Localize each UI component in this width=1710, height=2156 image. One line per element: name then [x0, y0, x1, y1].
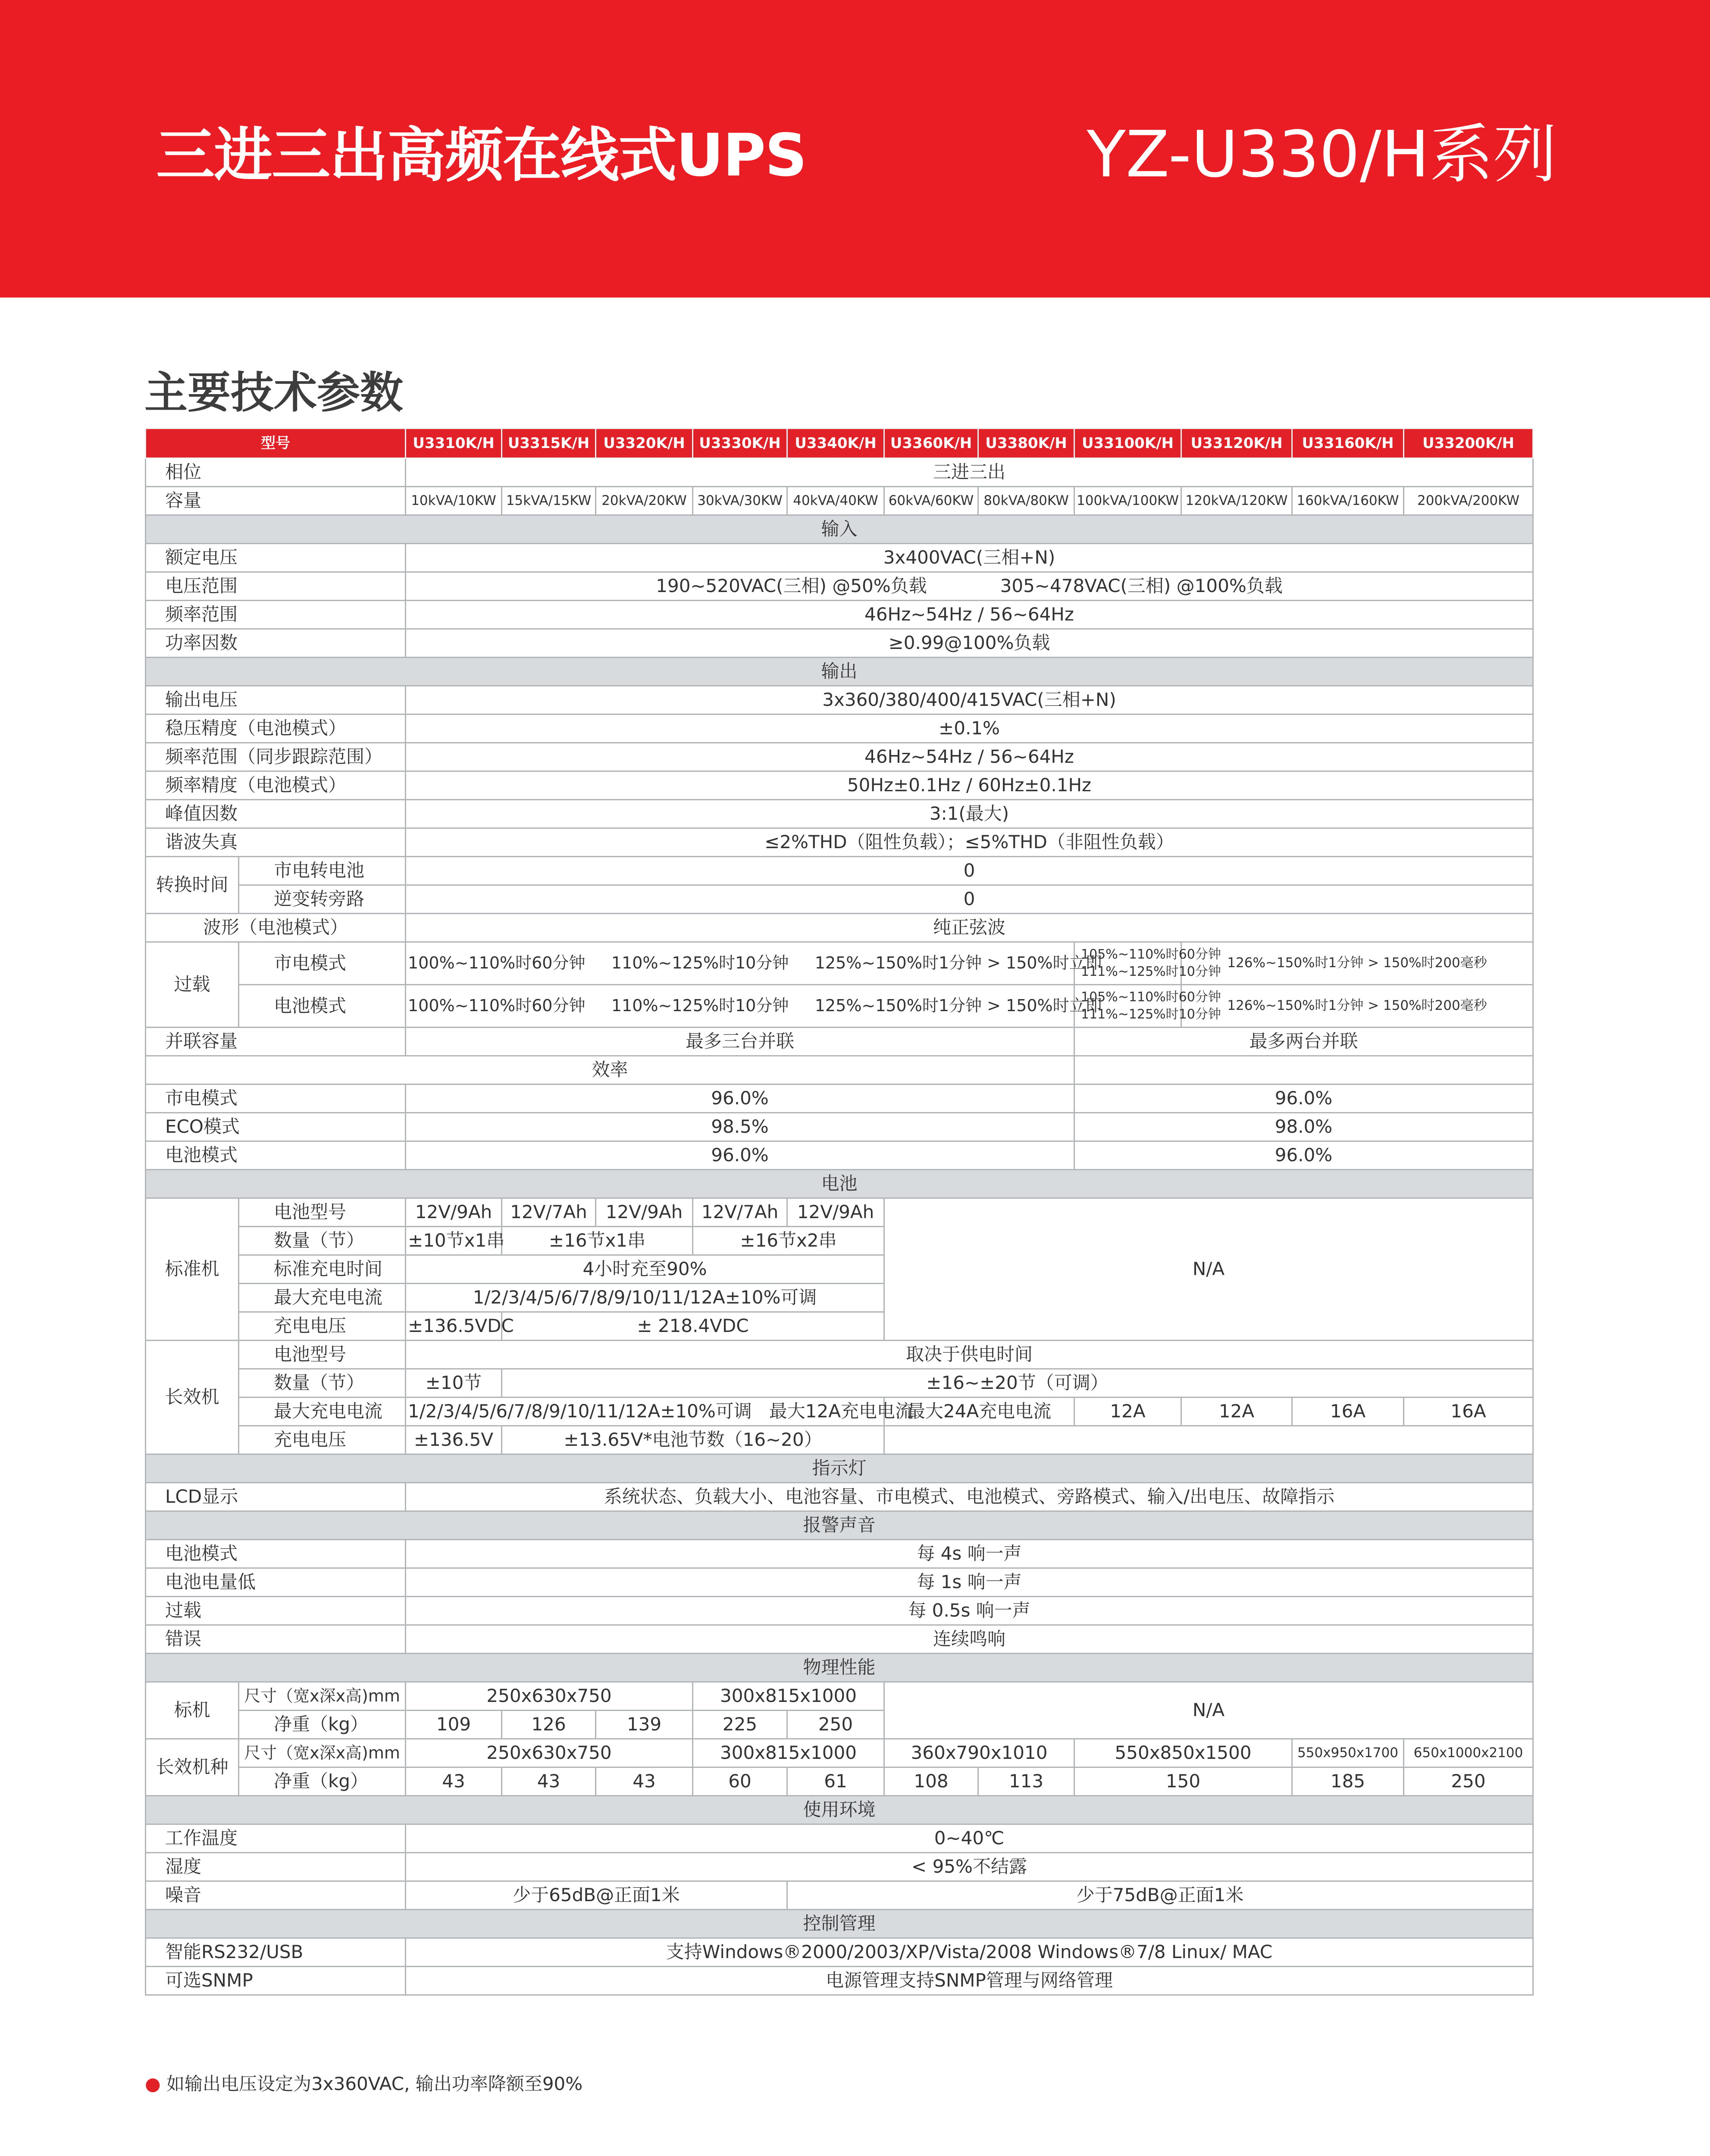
overload-mains-b	[1074, 942, 1221, 985]
model-cell: U3360K/H	[884, 429, 978, 458]
row-value: ±0.1%	[406, 714, 1533, 743]
overload-mains-c: 126%~150%时1分钟 > 150%时200毫秒	[1181, 942, 1533, 985]
row-value: 连续鸣响	[406, 1625, 1533, 1654]
charge-voltage: ± 218.4VDC	[502, 1312, 884, 1341]
table-row	[146, 544, 1533, 572]
weight-cell: 43	[596, 1767, 693, 1796]
sub-label: 电池型号	[239, 1198, 406, 1227]
table-row	[146, 985, 1533, 1028]
row-value: 0	[406, 885, 1533, 914]
battery-qty: ±16~±20节（可调）	[502, 1369, 1533, 1398]
row-value: 98.5%	[406, 1113, 1074, 1141]
weight-cell: 113	[978, 1767, 1074, 1796]
group-label: 长效机种	[146, 1739, 239, 1796]
sub-label: 市电转电池	[239, 857, 406, 885]
row-value: 少于75dB@正面1米	[787, 1881, 1533, 1910]
dims-cell: 360x790x1010	[884, 1739, 1074, 1767]
sub-label: 电池型号	[239, 1341, 406, 1369]
model-cell: U33160K/H	[1292, 429, 1404, 458]
overload-battery-a: 100%~110%时60分钟 110%~125%时10分钟 125%~150%时1分钟 > 150%时立即	[406, 985, 1074, 1028]
section-alarm: 报警声音	[146, 1511, 1533, 1540]
table-row	[146, 857, 1533, 885]
row-value: 96.0%	[1074, 1084, 1533, 1113]
battery-type: 12V/9Ah	[406, 1198, 502, 1227]
battery-type: 12V/7Ah	[502, 1198, 596, 1227]
overload-mains-b1: 105%~110%时60分钟	[1081, 947, 1221, 962]
table-row	[146, 1540, 1533, 1568]
battery-qty: ±16节x2串	[693, 1227, 884, 1255]
overload-battery-b	[1074, 985, 1221, 1028]
row-label: 谐波失真	[146, 828, 406, 857]
max-current: 最大24A充电电流	[884, 1398, 1074, 1426]
row-label: 并联容量	[146, 1028, 406, 1056]
table-row	[146, 1028, 1533, 1056]
sub-label: 逆变转旁路	[239, 885, 406, 914]
section-output: 输出	[146, 658, 1533, 686]
capacity-cell: 15kVA/15KW	[502, 487, 596, 515]
group-label: 过载	[146, 942, 239, 1028]
row-value: 每 1s 响一声	[406, 1568, 1533, 1597]
section-row	[146, 1056, 1533, 1084]
row-value: ≤2%THD（阻性负载）；≤5%THD（非阻性负载）	[406, 828, 1533, 857]
table-row	[146, 458, 1533, 487]
row-value: 取决于供电时间	[406, 1341, 1533, 1369]
row-label: 智能RS232/USB	[146, 1938, 406, 1967]
charge-voltage: ±136.5VDC	[406, 1312, 502, 1341]
weight-cell: 126	[502, 1711, 596, 1739]
table-row	[146, 1568, 1533, 1597]
row-value: 96.0%	[1074, 1141, 1533, 1170]
row-label: 湿度	[146, 1853, 406, 1881]
table-row	[146, 572, 1533, 601]
row-value: ≥0.99@100%负载	[406, 629, 1533, 658]
section-row	[146, 515, 1533, 544]
section-indicator: 指示灯	[146, 1454, 1533, 1483]
sub-label: 尺寸（宽x深x高)mm	[239, 1739, 406, 1767]
row-label: 输出电压	[146, 686, 406, 714]
section-input: 输入	[146, 515, 1533, 544]
battery-type: 12V/9Ah	[596, 1198, 693, 1227]
header-banner	[0, 0, 1710, 298]
section-control: 控制管理	[146, 1910, 1533, 1938]
row-label: 可选SNMP	[146, 1967, 406, 1995]
row-value: 98.0%	[1074, 1113, 1533, 1141]
table-row	[146, 1967, 1533, 1995]
table-row	[146, 1341, 1533, 1369]
sub-label: 充电电压	[239, 1426, 406, 1454]
row-label: 噪音	[146, 1881, 406, 1910]
weight-cell: 109	[406, 1711, 502, 1739]
dims-cell: 300x815x1000	[693, 1682, 884, 1711]
table-row	[146, 1398, 1533, 1426]
row-value: 最多两台并联	[1074, 1028, 1533, 1056]
row-value: 3x360/380/400/415VAC(三相+N)	[406, 686, 1533, 714]
table-row	[146, 1824, 1533, 1853]
sub-label: 净重（kg）	[239, 1767, 406, 1796]
capacity-cell: 60kVA/60KW	[884, 487, 978, 515]
row-label: 工作温度	[146, 1824, 406, 1853]
series-title: YZ-U330/H系列	[1087, 117, 1557, 191]
table-row	[146, 914, 1533, 942]
dims-cell: 250x630x750	[406, 1739, 693, 1767]
overload-battery-b2: 111%~125%时10分钟	[1081, 1007, 1221, 1022]
table-row	[146, 686, 1533, 714]
sub-label: 最大充电电流	[239, 1284, 406, 1312]
capacity-cell: 10kVA/10KW	[406, 487, 502, 515]
capacity-cell: 80kVA/80KW	[978, 487, 1074, 515]
sub-label: 电池模式	[239, 985, 406, 1028]
model-cell: U33120K/H	[1181, 429, 1292, 458]
section-row	[146, 1796, 1533, 1824]
row-value: 96.0%	[406, 1141, 1074, 1170]
row-value: < 95%不结露	[406, 1853, 1533, 1881]
table-row	[146, 1938, 1533, 1967]
row-value: 0~40℃	[406, 1824, 1533, 1853]
weight-cell: 185	[1292, 1767, 1404, 1796]
capacity-cell: 200kVA/200KW	[1404, 487, 1533, 515]
row-label: 波形（电池模式）	[146, 914, 406, 942]
capacity-cell: 120kVA/120KW	[1181, 487, 1292, 515]
table-row	[146, 1682, 1533, 1711]
overload-battery-b1: 105%~110%时60分钟	[1081, 990, 1221, 1005]
row-label: 稳压精度（电池模式）	[146, 714, 406, 743]
voltage-range-a: 190~520VAC(三相) @50%负载	[656, 575, 927, 597]
row-value: 支持Windows®2000/2003/XP/Vista/2008 Windows®7/8 Linux/ MAC	[406, 1938, 1533, 1967]
model-cell: U3380K/H	[978, 429, 1074, 458]
row-label: 电压范围	[146, 572, 406, 601]
group-label: 标机	[146, 1682, 239, 1739]
model-header-row	[146, 429, 1533, 458]
model-cell: U33200K/H	[1404, 429, 1533, 458]
table-row	[146, 743, 1533, 771]
row-value: 50Hz±0.1Hz / 60Hz±0.1Hz	[406, 771, 1533, 800]
row-label: 错误	[146, 1625, 406, 1654]
section-row	[146, 658, 1533, 686]
spec-table	[145, 428, 1534, 1996]
section-efficiency: 效率	[146, 1056, 1074, 1084]
weight-cell: 250	[787, 1711, 884, 1739]
sub-label: 尺寸（宽x深x高)mm	[239, 1682, 406, 1711]
model-cell: U3330K/H	[693, 429, 787, 458]
row-label: 电池模式	[146, 1540, 406, 1568]
row-label: 容量	[146, 487, 406, 515]
table-row	[146, 1853, 1533, 1881]
table-row	[146, 1141, 1533, 1170]
row-value: 4小时充至90%	[406, 1255, 884, 1284]
na-cell: N/A	[884, 1198, 1533, 1341]
row-value: 3x400VAC(三相+N)	[406, 544, 1533, 572]
row-value: 96.0%	[406, 1084, 1074, 1113]
row-label: 频率精度（电池模式）	[146, 771, 406, 800]
table-row	[146, 1739, 1533, 1767]
max-current: 16A	[1292, 1398, 1404, 1426]
sub-label: 标准充电时间	[239, 1255, 406, 1284]
section-title: 主要技术参数	[144, 367, 403, 418]
capacity-cell: 40kVA/40KW	[787, 487, 884, 515]
row-value: 最多三台并联	[406, 1028, 1074, 1056]
weight-cell: 108	[884, 1767, 978, 1796]
capacity-cell: 100kVA/100KW	[1074, 487, 1181, 515]
sub-label: 数量（节）	[239, 1227, 406, 1255]
weight-cell: 43	[406, 1767, 502, 1796]
max-current: 12A	[1181, 1398, 1292, 1426]
row-value: 0	[406, 857, 1533, 885]
sub-label: 净重（kg）	[239, 1711, 406, 1739]
section-row	[146, 1910, 1533, 1938]
weight-cell: 225	[693, 1711, 787, 1739]
max-current: 1/2/3/4/5/6/7/8/9/10/11/12A±10%可调 最大12A充电电流	[406, 1398, 884, 1426]
table-row	[146, 1767, 1533, 1796]
empty-cell	[1074, 1056, 1533, 1084]
bullet-icon: ●	[145, 2073, 161, 2094]
sub-label: 充电电压	[239, 1312, 406, 1341]
empty-cell	[884, 1426, 1533, 1454]
section-row	[146, 1454, 1533, 1483]
battery-qty: ±16节x1串	[502, 1227, 693, 1255]
capacity-cell: 160kVA/160KW	[1292, 487, 1404, 515]
row-value: 纯正弦波	[406, 914, 1533, 942]
voltage-range-b: 305~478VAC(三相) @100%负载	[1000, 575, 1283, 597]
row-value	[406, 572, 1533, 601]
dims-cell: 250x630x750	[406, 1682, 693, 1711]
table-row	[146, 1369, 1533, 1398]
row-value: 少于65dB@正面1米	[406, 1881, 787, 1910]
model-label: 型号	[146, 429, 406, 458]
table-row	[146, 828, 1533, 857]
section-physical: 物理性能	[146, 1654, 1533, 1682]
dims-cell: 300x815x1000	[693, 1739, 884, 1767]
overload-mains-b2: 111%~125%时10分钟	[1081, 964, 1221, 979]
group-label: 标准机	[146, 1198, 239, 1341]
section-battery: 电池	[146, 1170, 1533, 1198]
row-value: 三进三出	[406, 458, 1533, 487]
table-row	[146, 771, 1533, 800]
weight-cell: 150	[1074, 1767, 1292, 1796]
table-row	[146, 1084, 1533, 1113]
row-value: 每 0.5s 响一声	[406, 1597, 1533, 1625]
model-cell: U3320K/H	[596, 429, 693, 458]
row-label: 电池模式	[146, 1141, 406, 1170]
battery-qty: ±10节	[406, 1369, 502, 1398]
weight-cell: 60	[693, 1767, 787, 1796]
section-environment: 使用环境	[146, 1796, 1533, 1824]
charge-voltage: ±136.5V	[406, 1426, 502, 1454]
model-cell: U3340K/H	[787, 429, 884, 458]
table-row	[146, 1881, 1533, 1910]
row-label: 频率范围	[146, 601, 406, 629]
capacity-cell: 20kVA/20KW	[596, 487, 693, 515]
capacity-cell: 30kVA/30KW	[693, 487, 787, 515]
table-row	[146, 487, 1533, 515]
row-label: ECO模式	[146, 1113, 406, 1141]
row-value: 46Hz~54Hz / 56~64Hz	[406, 743, 1533, 771]
sub-label: 市电模式	[239, 942, 406, 985]
table-row	[146, 629, 1533, 658]
table-row	[146, 800, 1533, 828]
table-row	[146, 601, 1533, 629]
row-label: 相位	[146, 458, 406, 487]
model-cell: U3310K/H	[406, 429, 502, 458]
row-value: 3:1(最大)	[406, 800, 1533, 828]
table-row	[146, 1625, 1533, 1654]
battery-qty: ±10节x1串	[406, 1227, 502, 1255]
group-label: 长效机	[146, 1341, 239, 1454]
row-label: 频率范围（同步跟踪范围）	[146, 743, 406, 771]
dims-cell: 550x850x1500	[1074, 1739, 1292, 1767]
charge-voltage: ±13.65V*电池节数（16~20）	[502, 1426, 884, 1454]
section-row	[146, 1511, 1533, 1540]
weight-cell: 43	[502, 1767, 596, 1796]
battery-type: 12V/7Ah	[693, 1198, 787, 1227]
footnote	[145, 2070, 583, 2096]
model-cell: U33100K/H	[1074, 429, 1181, 458]
table-row	[146, 714, 1533, 743]
row-value: 电源管理支持SNMP管理与网络管理	[406, 1967, 1533, 1995]
row-label: 额定电压	[146, 544, 406, 572]
dims-cell: 650x1000x2100	[1404, 1739, 1533, 1767]
table-row	[146, 942, 1533, 985]
weight-cell: 61	[787, 1767, 884, 1796]
weight-cell: 139	[596, 1711, 693, 1739]
table-row	[146, 1113, 1533, 1141]
row-value: 每 4s 响一声	[406, 1540, 1533, 1568]
row-value: 1/2/3/4/5/6/7/8/9/10/11/12A±10%可调	[406, 1284, 884, 1312]
row-label: 过载	[146, 1597, 406, 1625]
row-value: 系统状态、负载大小、电池容量、市电模式、电池模式、旁路模式、输入/出电压、故障指示	[406, 1483, 1533, 1511]
group-label: 转换时间	[146, 857, 239, 914]
table-row	[146, 1483, 1533, 1511]
table-row	[146, 1426, 1533, 1454]
battery-type: 12V/9Ah	[787, 1198, 884, 1227]
sub-label: 数量（节）	[239, 1369, 406, 1398]
product-title: 三进三出高频在线式UPS	[156, 122, 807, 190]
model-cell: U3315K/H	[502, 429, 596, 458]
row-label: 峰值因数	[146, 800, 406, 828]
max-current: 16A	[1404, 1398, 1533, 1426]
overload-battery-c: 126%~150%时1分钟 > 150%时200毫秒	[1181, 985, 1533, 1028]
table-row	[146, 885, 1533, 914]
footnote-text: 如输出电压设定为3x360VAC, 输出功率降额至90%	[166, 2073, 583, 2094]
dims-cell: 550x950x1700	[1292, 1739, 1404, 1767]
row-label: 电池电量低	[146, 1568, 406, 1597]
row-label: LCD显示	[146, 1483, 406, 1511]
overload-mains-a: 100%~110%时60分钟 110%~125%时10分钟 125%~150%时1分钟 > 150%时立即	[406, 942, 1074, 985]
row-label: 市电模式	[146, 1084, 406, 1113]
row-label: 功率因数	[146, 629, 406, 658]
sub-label: 最大充电电流	[239, 1398, 406, 1426]
table-row	[146, 1198, 1533, 1227]
row-value: 46Hz~54Hz / 56~64Hz	[406, 601, 1533, 629]
na-cell: N/A	[884, 1682, 1533, 1739]
section-row	[146, 1170, 1533, 1198]
table-row	[146, 1597, 1533, 1625]
weight-cell: 250	[1404, 1767, 1533, 1796]
section-row	[146, 1654, 1533, 1682]
max-current: 12A	[1074, 1398, 1181, 1426]
